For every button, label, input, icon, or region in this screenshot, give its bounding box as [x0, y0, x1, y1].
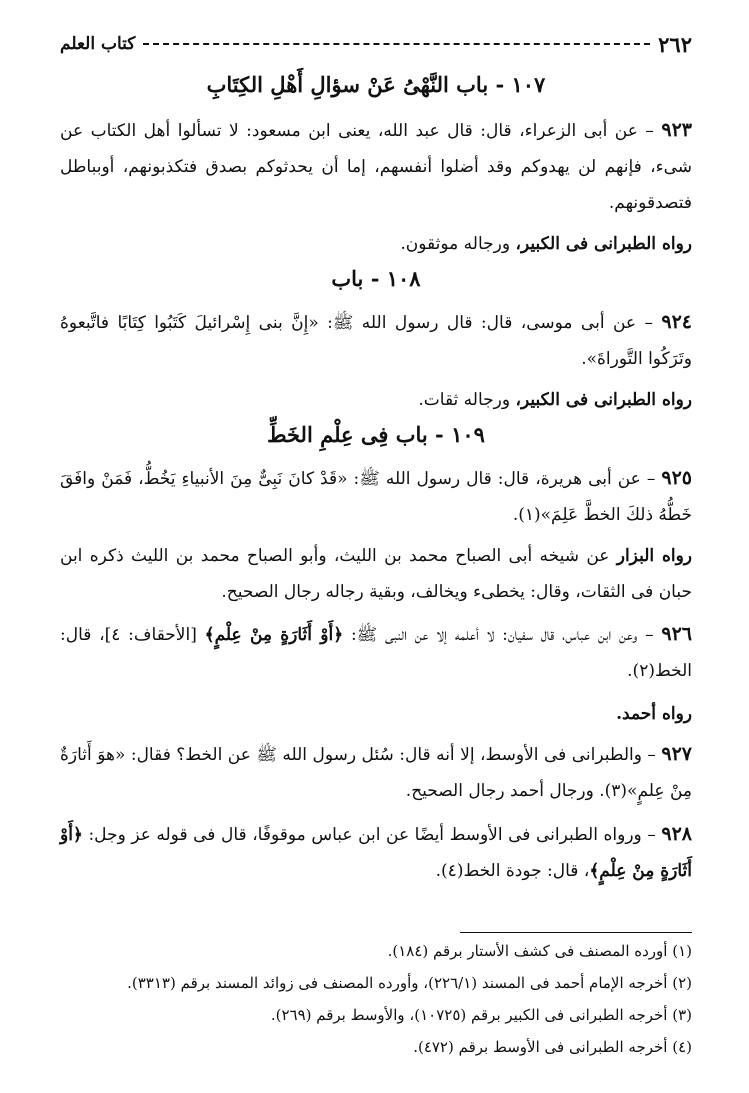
hadith-text-after: [الأحقاف: ٤]، قال: الخط(٢). — [60, 625, 692, 681]
hadith-923 — [60, 112, 692, 221]
footnote-rule — [460, 932, 692, 933]
book-title: كتاب العلم — [60, 34, 136, 54]
quran-quote: ﴿أَوْ أَثَارَةٍ مِنْ عِلْمٍ﴾ — [60, 825, 692, 881]
hadith-number: ٩٢٥ — [661, 467, 692, 489]
hadith-text: – عن أبى موسى، قال: قال رسول الله ﷺ: «إِنَّ بنى إِسْرائيلَ كَتَبُوا كِتَابًا فاتَّبعوهُ وتَرَكُوا التَّوراةَ». — [60, 313, 692, 369]
footnote-1: (١) أورده المصنف فى كشف الأستار برقم (١٨٤). — [387, 942, 692, 960]
hadith-number: ٩٢٤ — [661, 311, 692, 333]
hadith-number: ٩٢٨ — [661, 823, 693, 845]
narration-925 — [60, 538, 692, 610]
footnote-4: (٤) أخرجه الطبرانى فى الأوسط برقم (٤٧٢). — [413, 1038, 692, 1056]
narration-923 — [60, 226, 692, 262]
hadith-924 — [60, 304, 692, 377]
header-dashed-rule — [143, 43, 650, 45]
hadith-927 — [60, 736, 692, 809]
narration-note: عن شيخه أبى الصباح محمد بن الليث، وأبو الصباح محمد بن الليث ذكره ابن حبان فى الثقات، وقال: يخطىء ويخالف، وبقية رجاله رجال الصحيح. — [60, 546, 692, 602]
narration-source: رواه البزار — [616, 546, 692, 566]
hadith-text-before: – ورواه الطبرانى فى الأوسط أيضًا عن ابن عباس موقوفًا، قال فى قوله عز وجل: — [82, 825, 656, 845]
chapter-heading-109: ١٠٩ - باب فِى عِلْمِ الخَطِّ — [267, 422, 485, 447]
hadith-text: – عن أبى الزعراء، قال: قال عبد الله، يعنى ابن مسعود: لا تسألوا أهل الكتاب عن شىء، فإنهم لن يهدوكم وقد أضلوا أنفسهم، إما أن يحدثوكم بصدق فتكذبونهم، أوبباطل فتصدقونهم. — [60, 121, 692, 213]
hadith-number: ٩٢٧ — [661, 743, 692, 765]
page-number: ٢٦٢ — [658, 31, 692, 57]
hadith-text: – والطبرانى فى الأوسط، إلا أنه قال: سُئل رسول الله ﷺ عن الخط؟ فقال: «هوَ أَثارَةٌ مِنْ عِلمٍ»(٣). ورجال أحمد رجال الصحيح. — [60, 745, 692, 801]
narration-source: رواه الطبرانى فى الكبير، — [515, 390, 692, 410]
narration-note: ورجاله موثقون. — [400, 234, 516, 254]
narration-source: رواه أحمد. — [616, 704, 692, 724]
narration-924 — [60, 382, 692, 418]
footnote-2: (٢) أخرجه الإمام أحمد فى المسند (٢٢٦/١)، وأورده المصنف فى زوائد المسند برقم (٣٣١٣). — [127, 974, 692, 992]
hadith-number: ٩٢٦ — [661, 623, 692, 645]
chapter-heading-108: ١٠٨ - باب — [331, 266, 421, 291]
hadith-text-after: ، قال: جودة الخط(٤). — [435, 861, 590, 881]
hadith-928 — [60, 816, 692, 889]
hadith-text: – عن أبى هريرة، قال: قال رسول الله ﷺ: «قَدْ كانَ نَبِىٌّ مِنَ الأنبياءِ يَخُطُّ، فَمَنْ وافَقَ خَطُّهُ ذلكَ الخطَّ عَلِمَ»(١). — [60, 469, 692, 525]
footnote-3: (٣) أخرجه الطبرانى فى الكبير برقم (١٠٧٢٥)، والأوسط برقم (٢٦٩). — [270, 1006, 692, 1024]
narration-note: ورجاله ثقات. — [418, 390, 516, 410]
hadith-number: ٩٢٣ — [661, 119, 692, 141]
hadith-925 — [60, 460, 692, 533]
hadith-926 — [60, 616, 692, 689]
narration-source: رواه الطبرانى فى الكبير، — [515, 234, 692, 254]
running-head — [60, 30, 692, 58]
quran-quote: ﴿أَوْ أَثَارَةٍ مِنْ عِلْمٍ﴾ — [204, 625, 344, 645]
narration-926 — [60, 696, 692, 732]
chapter-heading-107: ١٠٧ - باب النَّهْىُ عَنْ سؤالِ أَهْلِ الكِتَابِ — [206, 72, 546, 97]
hadith-text-before: – وعن ابن عباس، قال سفيان: لا أعلمه إلا عن النبى ﷺ: — [343, 625, 654, 645]
